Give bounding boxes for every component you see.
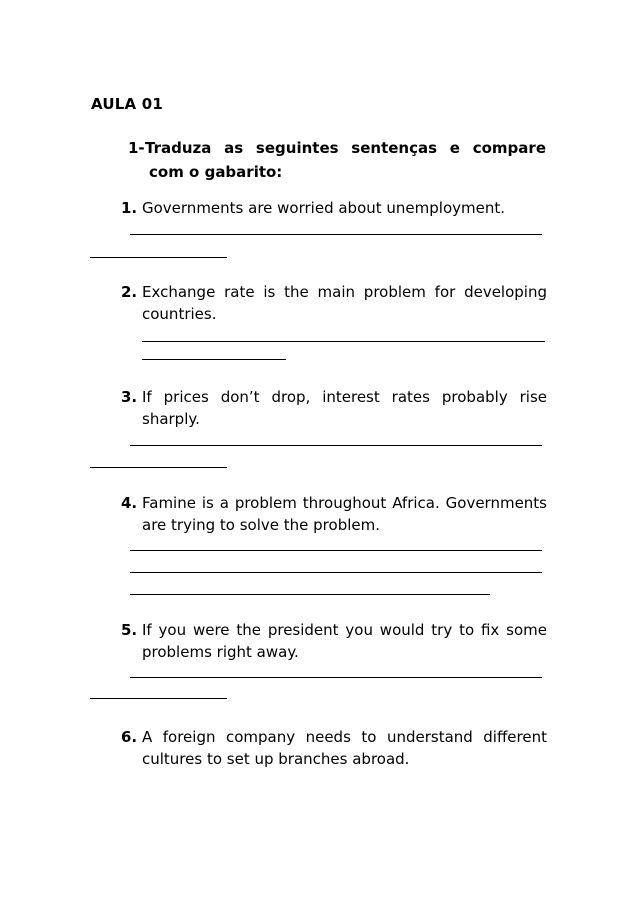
answer-line[interactable] [130, 445, 542, 446]
item-number: 6. [121, 728, 138, 746]
item-sentence: If prices don’t drop, interest rates probably rise sharply. [142, 388, 547, 428]
instruction [128, 136, 546, 184]
item-number: 3. [121, 388, 138, 406]
exercise-item-3 [121, 386, 547, 430]
answer-line[interactable] [130, 594, 490, 595]
item-sentence: If you were the president you would try to fix some problems right away. [142, 621, 547, 661]
answer-line[interactable] [142, 341, 545, 342]
item-sentence: A foreign company needs to understand different cultures to set up branches abroad. [142, 728, 547, 768]
instruction-number: 1- [128, 139, 145, 157]
exercise-item-2 [121, 281, 547, 325]
item-sentence: Famine is a problem throughout Africa. Governments are trying to solve the problem. [142, 494, 547, 534]
item-number: 5. [121, 621, 138, 639]
item-number: 4. [121, 494, 138, 512]
answer-line[interactable] [130, 550, 542, 551]
exercise-item-5 [121, 619, 547, 663]
answer-line[interactable] [130, 572, 542, 573]
answer-line[interactable] [130, 234, 542, 235]
exercise-item-1 [121, 197, 547, 219]
lesson-title: AULA 01 [91, 95, 163, 113]
item-number: 1. [121, 199, 138, 217]
instruction-line-1: Traduza as seguintes sentenças e compare [145, 139, 546, 157]
answer-line[interactable] [90, 698, 227, 699]
answer-line[interactable] [90, 257, 227, 258]
item-sentence: Exchange rate is the main problem for developing countries. [142, 283, 547, 323]
answer-line[interactable] [90, 467, 227, 468]
answer-line[interactable] [130, 677, 542, 678]
answer-line[interactable] [142, 359, 286, 360]
exercise-item-6 [121, 726, 547, 770]
item-sentence: Governments are worried about unemployment. [142, 199, 505, 217]
item-number: 2. [121, 283, 138, 301]
instruction-line-2: com o gabarito: [149, 163, 283, 181]
exercise-item-4 [121, 492, 547, 536]
